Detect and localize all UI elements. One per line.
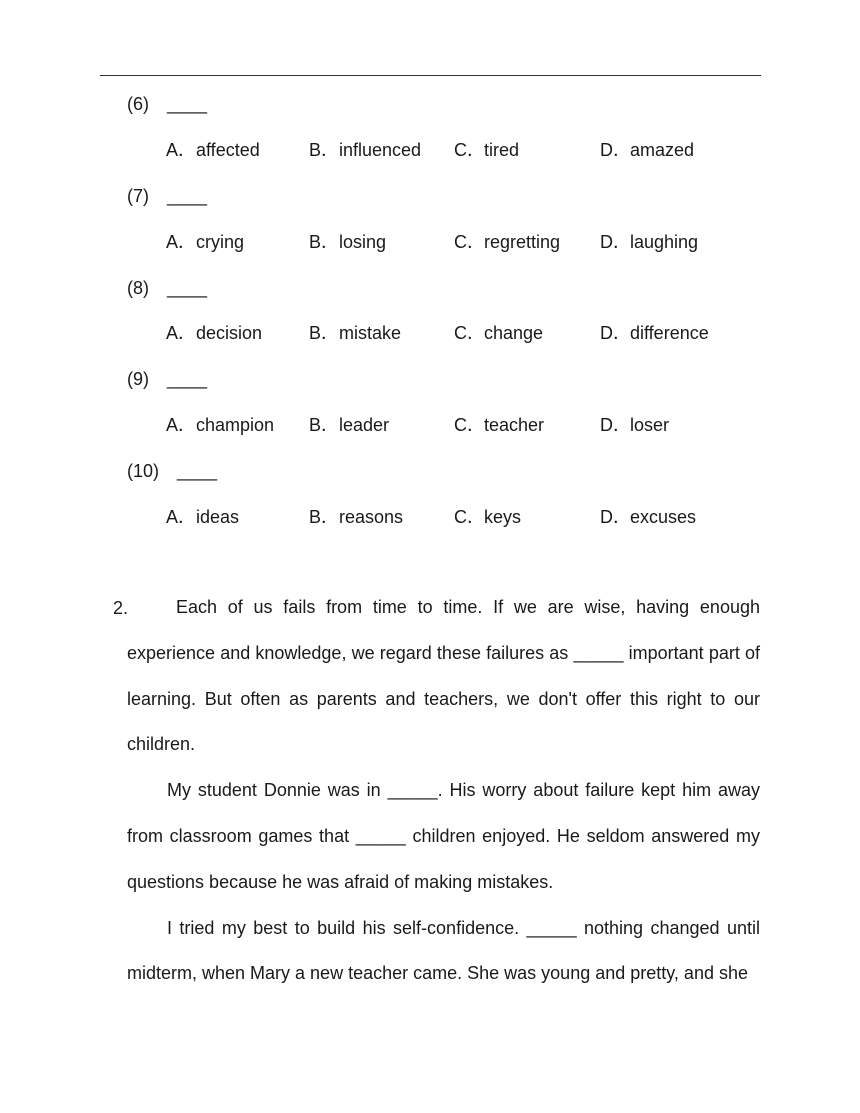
option-c[interactable]: C．change (454, 323, 544, 343)
question-number (127, 368, 207, 390)
option-text: loser (630, 415, 670, 435)
option-b[interactable]: B．leader (309, 415, 390, 435)
option-text: influenced (339, 140, 422, 160)
option-c[interactable]: C．teacher (454, 415, 545, 435)
item-number: 2. (113, 598, 129, 618)
question-number (127, 277, 207, 299)
option-text: excuses (630, 507, 697, 527)
option-text: keys (484, 507, 522, 527)
option-text: tired (484, 140, 520, 160)
option-text: leader (339, 415, 390, 435)
answer-blank: ____ (167, 94, 208, 114)
answer-blank: ____ (167, 278, 208, 298)
option-text: reasons (339, 507, 404, 527)
answer-blank: ____ (177, 461, 218, 481)
paragraph: I tried my best to build his self-confidence. _____ nothing changed until midterm, when Mary a new teacher came. She was young and pretty, and she (127, 917, 760, 984)
question-number (127, 460, 217, 482)
option-b[interactable]: B．influenced (309, 140, 422, 160)
option-text: affected (196, 140, 260, 160)
option-text: regretting (484, 232, 561, 252)
question-label: (7) (127, 186, 149, 206)
option-a[interactable]: A．champion (166, 415, 275, 435)
option-b[interactable]: B．mistake (309, 323, 402, 343)
option-text: laughing (630, 232, 699, 252)
header-rule (100, 75, 761, 76)
option-text: difference (630, 323, 709, 343)
option-text: crying (196, 232, 245, 252)
passage (127, 585, 760, 997)
option-a[interactable]: A．ideas (166, 507, 240, 527)
paragraph: My student Donnie was in _____. His worry about failure kept him away from classroom games that _____ children enjoyed. He seldom answered my questions because he was afraid of making mistakes. (127, 780, 760, 892)
option-d[interactable]: D．laughing (600, 232, 699, 252)
answer-blank: ____ (167, 369, 208, 389)
question-number (127, 185, 207, 207)
question-label: (9) (127, 369, 149, 389)
question-number (127, 93, 207, 115)
option-text: decision (196, 323, 263, 343)
option-d[interactable]: D．loser (600, 415, 670, 435)
option-c[interactable]: C．tired (454, 140, 520, 160)
question-label: (8) (127, 278, 149, 298)
option-a[interactable]: A．crying (166, 232, 245, 252)
paragraph: Each of us fails from time to time. If we are wise, having enough experience and knowledge, we regard these failures as _____ important part of learning. But often as parents and teachers, we don't offer this right to our children. (127, 597, 760, 755)
option-text: amazed (630, 140, 695, 160)
question-label: (6) (127, 94, 149, 114)
answer-blank: ____ (167, 186, 208, 206)
option-b[interactable]: B．losing (309, 232, 387, 252)
option-text: change (484, 323, 544, 343)
option-d[interactable]: D．excuses (600, 507, 697, 527)
option-text: ideas (196, 507, 240, 527)
option-text: teacher (484, 415, 545, 435)
option-d[interactable]: D．amazed (600, 140, 695, 160)
question-label: (10) (127, 461, 160, 481)
option-c[interactable]: C．keys (454, 507, 522, 527)
option-text: losing (339, 232, 387, 252)
option-c[interactable]: C．regretting (454, 232, 561, 252)
option-b[interactable]: B．reasons (309, 507, 404, 527)
option-text: mistake (339, 323, 402, 343)
option-a[interactable]: A．affected (166, 140, 260, 160)
option-d[interactable]: D．difference (600, 323, 709, 343)
option-text: champion (196, 415, 275, 435)
option-a[interactable]: A．decision (166, 323, 263, 343)
